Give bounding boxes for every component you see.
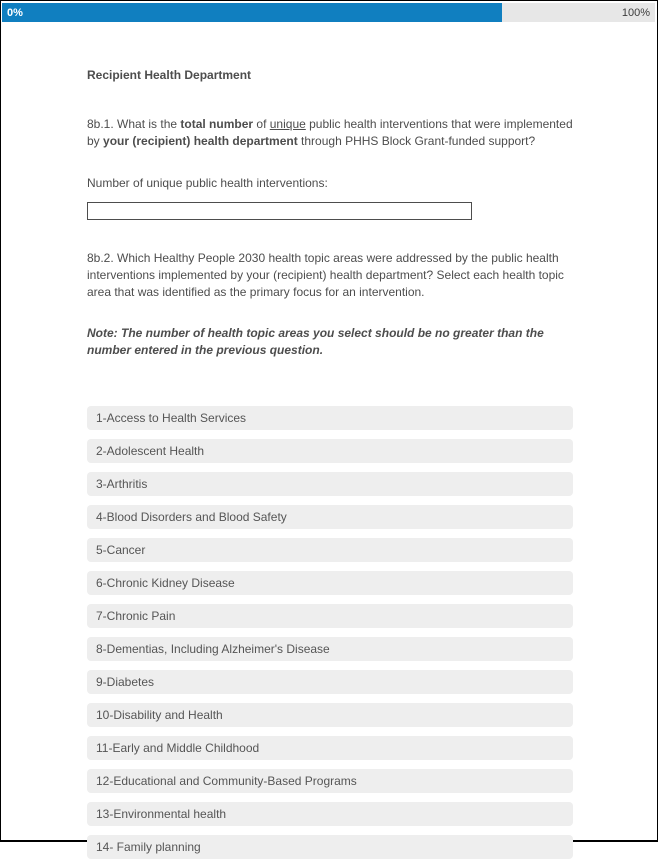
- progress-fill: [2, 3, 502, 22]
- topic-option-2[interactable]: 2-Adolescent Health: [87, 439, 573, 463]
- topic-option-5[interactable]: 5-Cancer: [87, 538, 573, 562]
- question-8b1-text: [87, 116, 573, 150]
- topic-option-6[interactable]: 6-Chronic Kidney Disease: [87, 571, 573, 595]
- topic-option-14[interactable]: 14- Family planning: [87, 835, 573, 859]
- progress-bar: [2, 3, 655, 22]
- q2-note-text: Note: The number of health topic areas you select should be no greater than the number entered in the previous question.: [87, 326, 544, 357]
- topic-option-3[interactable]: 3-Arthritis: [87, 472, 573, 496]
- progress-left-label: 0%: [7, 6, 23, 19]
- q1-text-bold2: your (recipient) health department: [103, 134, 298, 148]
- q1-text-bold1: total number: [180, 117, 254, 131]
- q1-input-label: Number of unique public health interventions:: [87, 176, 328, 190]
- section-title: Recipient Health Department: [87, 68, 252, 82]
- q1-text-part1: 8b.1. What is the: [87, 117, 181, 131]
- topic-list: [87, 406, 573, 859]
- q1-number-input[interactable]: [87, 202, 472, 220]
- topic-option-13[interactable]: 13-Environmental health: [87, 802, 573, 826]
- topic-option-12[interactable]: 12-Educational and Community-Based Programs: [87, 769, 573, 793]
- q1-text-underline1: unique: [269, 117, 306, 131]
- topic-option-8[interactable]: 8-Dementias, Including Alzheimer's Disease: [87, 637, 573, 661]
- topic-option-4[interactable]: 4-Blood Disorders and Blood Safety: [87, 505, 573, 529]
- question-8b2-text: 8b.2. Which Healthy People 2030 health topic areas were addressed by the public health interventions implemented by your (recipient) health department? Select each health topic area that was identified as the primary focus for an intervention.: [87, 251, 564, 299]
- topic-option-11[interactable]: 11-Early and Middle Childhood: [87, 736, 573, 760]
- topic-option-1[interactable]: 1-Access to Health Services: [87, 406, 573, 430]
- q1-text-part4: through PHHS Block Grant-funded support?: [297, 134, 536, 148]
- topic-option-7[interactable]: 7-Chronic Pain: [87, 604, 573, 628]
- progress-right-label: 100%: [621, 6, 650, 19]
- q1-text-part3: public health interventions that were implemented by: [87, 117, 573, 148]
- q1-text-part2: of: [253, 117, 270, 131]
- progress-track: [502, 3, 655, 22]
- topic-option-9[interactable]: 9-Diabetes: [87, 670, 573, 694]
- survey-content: [87, 67, 573, 859]
- topic-option-10[interactable]: 10-Disability and Health: [87, 703, 573, 727]
